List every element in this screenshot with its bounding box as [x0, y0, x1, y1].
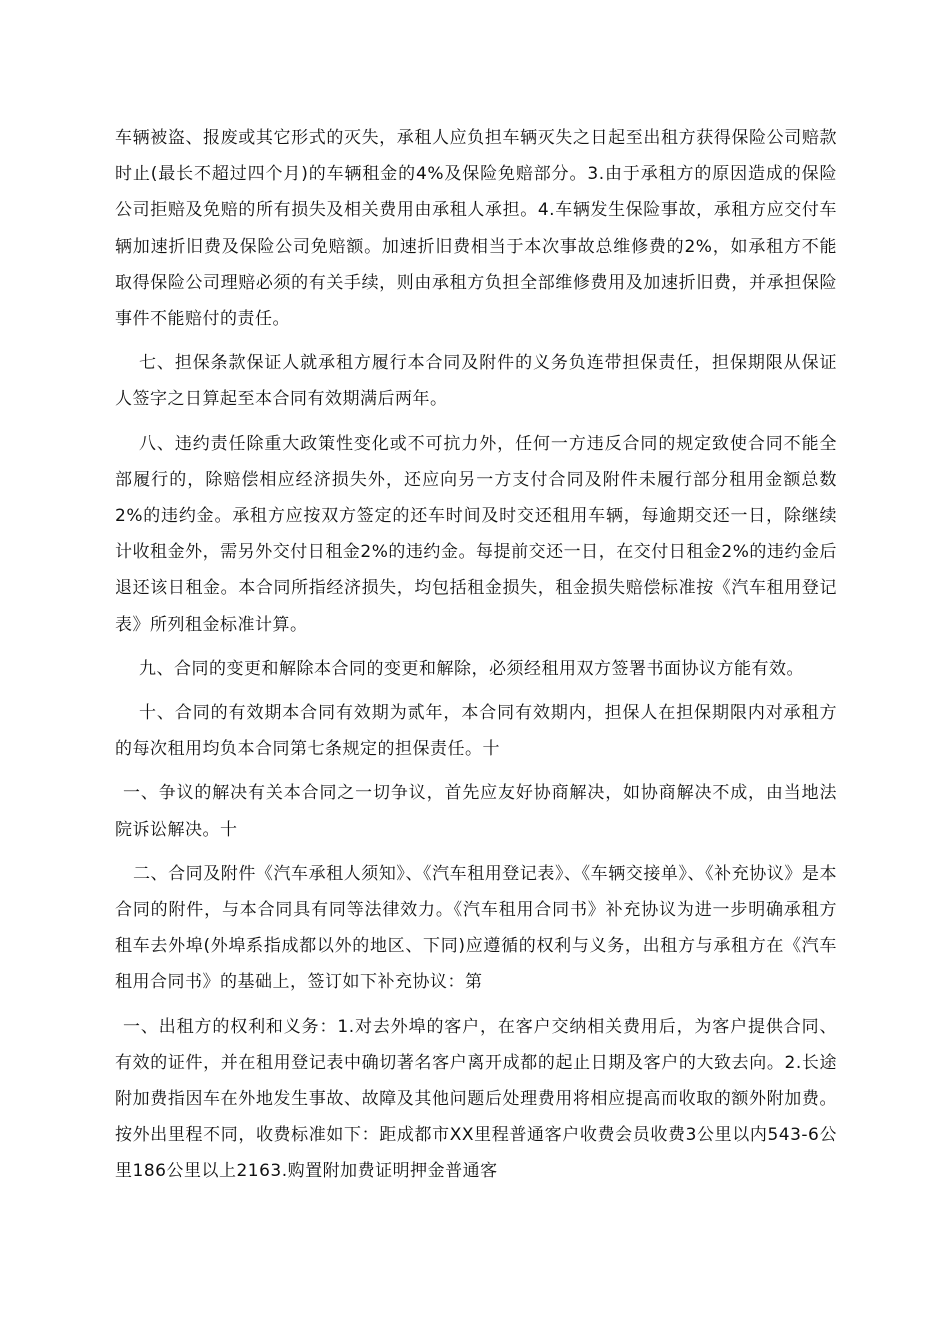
- paragraph-breach-liability: 八、违约责任除重大政策性变化或不可抗力外，任何一方违反合同的规定致使合同不能全部履行的，除赔偿相应经济损失外，还应向另一方支付合同及附件未履行部分租用金额总数2%的违约金。承租方应按双方签定的还车时间及时交还租用车辆，每逾期交还一日，除继续计收租金外，需另外交付日租金2%的违约金。每提前交还一日，在交付日租金2%的违约金后退还该日租金。本合同所指经济损失，均包括租金损失，租金损失赔偿标准按《汽车租用登记表》所列租金标准计算。: [115, 433, 837, 635]
- paragraph-lessor-rights: 一、出租方的权利和义务：1.对去外埠的客户，在客户交纳相关费用后，为客户提供合同、有效的证件，并在租用登记表中确切著名客户离开成都的起止日期及客户的大致去向。2.长途附加费指因车在外地发生事故、故障及其他问题后处理费用将相应提高而收取的额外附加费。按外出里程不同，收费标准如下：距成都市XX里程普通客户收费会员收费3公里以内543-6公里186公里以上2163.购置附加费证明押金普通客: [115, 1016, 837, 1182]
- paragraph-guarantee-clause: 七、担保条款保证人就承租方履行本合同及附件的义务负连带担保责任，担保期限从保证人签字之日算起至本合同有效期满后两年。: [115, 353, 837, 410]
- document-body: [115, 120, 837, 1198]
- paragraph-contract-change: 九、合同的变更和解除本合同的变更和解除，必须经租用双方签署书面协议方能有效。: [139, 658, 804, 679]
- paragraph-dispute-resolution: 一、争议的解决有关本合同之一切争议，首先应友好协商解决，如协商解决不成，由当地法院诉讼解决。十: [115, 783, 837, 840]
- paragraph-vehicle-loss-clause: 车辆被盗、报废或其它形式的灭失，承租人应负担车辆灭失之日起至出租方获得保险公司赔款时止(最长不超过四个月)的车辆租金的4%及保险免赔部分。3.由于承租方的原因造成的保险公司拒赔及免赔的所有损失及相关费用由承租人承担。4.车辆发生保险事故，承租方应交付车辆加速折旧费及保险公司免赔额。加速折旧费相当于本次事故总维修费的2%，如承租方不能取得保险公司理赔必须的有关手续，则由承租方负担全部维修费用及加速折旧费，并承担保险事件不能赔付的责任。: [115, 128, 837, 330]
- paragraph-validity-period: 十、合同的有效期本合同有效期为贰年，本合同有效期内，担保人在担保期限内对承租方的每次租用均负本合同第七条规定的担保责任。十: [115, 703, 837, 760]
- paragraph-contract-annexes: 二、合同及附件《汽车承租人须知》、《汽车租用登记表》、《车辆交接单》、《补充协议》是本合同的附件，与本合同具有同等法律效力。《汽车租用合同书》补充协议为进一步明确承租方租车去外埠(外埠系指成都以外的地区、下同)应遵循的权利与义务，出租方与承租方在《汽车租用合同书》的基础上，签订如下补充协议：第: [115, 863, 837, 993]
